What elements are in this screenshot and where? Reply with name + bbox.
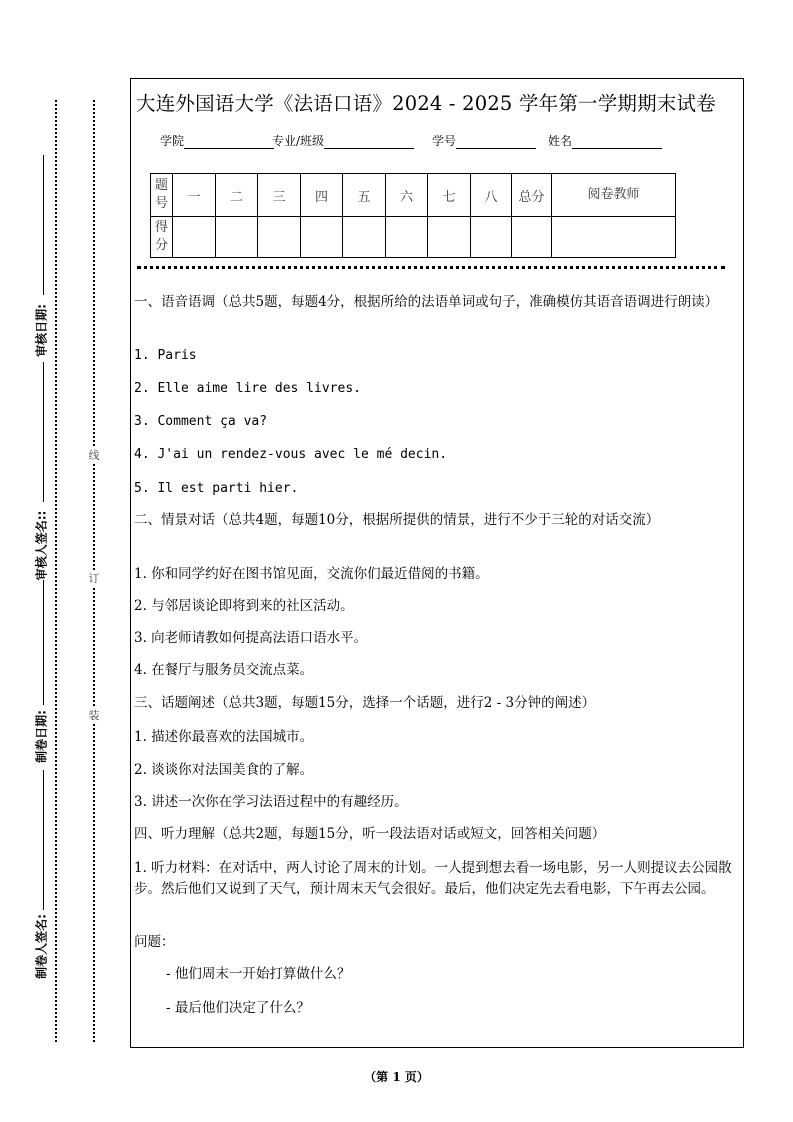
major-field [272,132,414,149]
col-2: 二 [216,174,258,217]
row-header-question: 题号 [151,174,173,217]
section-1-item-1: 1. Paris [134,348,197,363]
section-3-heading: 三、话题阐述（总共3题，每题15分，选择一个话题，进行2 - 3分钟的阐述） [134,695,596,711]
section-2-item-4: 4. 在餐厅与服务员交流点菜。 [134,662,314,678]
score-cell[interactable] [428,217,471,258]
binding-mark-ding: 订 [86,570,102,586]
questions-label: 问题： [134,934,175,950]
score-row [151,217,676,258]
separator-dotted [137,266,725,269]
major-label: 专业/班级 [272,134,325,148]
score-cell[interactable] [471,217,512,258]
col-grader: 阅卷教师 [552,174,676,217]
section-4-heading: 四、听力理解（总共2题，每题15分，听一段法语对话或短文，回答相关问题） [134,826,606,842]
student-id-field [432,132,536,149]
binding-dotted-line-outer [55,100,57,1042]
col-6: 六 [386,174,428,217]
college-blank[interactable] [184,134,274,149]
score-cell[interactable] [258,217,301,258]
student-id-label: 学号 [432,134,457,148]
score-cell[interactable] [512,217,552,258]
section-2-item-3: 3. 向老师请教如何提高法语口语水平。 [134,630,368,646]
review-date-label: 审核日期: [34,304,49,357]
col-3: 三 [258,174,301,217]
section-2-item-1: 1. 你和同学约好在图书馆见面，交流你们最近借阅的书籍。 [134,566,489,582]
score-table [150,173,676,258]
section-3-item-3: 3. 讲述一次你在学习法语过程中的有趣经历。 [134,794,408,810]
page-number: （第 1 页） [364,1070,429,1084]
section-1-item-5: 5. Il est parti hier. [134,481,299,496]
binding-mark-line: 线 [86,447,102,463]
major-blank[interactable] [324,134,414,149]
exam-title: 大连外国语大学《法语口语》2024 - 2025 学年第一学期期末试卷 [136,92,716,115]
col-5: 五 [343,174,386,217]
section-2-heading: 二、情景对话（总共4题，每题10分，根据所提供的情景，进行不少于三轮的对话交流） [134,512,660,528]
listening-material: 1. 听力材料：在对话中，两人讨论了周末的计划。一人提到想去看一场电影，另一人则提议去公园散步。然后他们又说到了天气，预计周末天气会很好。最后，他们决定先去看电影，下午再去公园。 [134,860,732,897]
review-date-line [43,155,44,295]
col-total: 总分 [512,174,552,217]
question-1: - 他们周末一开始打算做什么？ [166,966,351,982]
college-label: 学院 [160,134,185,148]
row-header-score: 得分 [151,217,173,258]
section-1-item-3: 3. Comment ça va? [134,414,268,429]
question-number-row [151,174,676,217]
section-3-item-1: 1. 描述你最喜欢的法国城市。 [134,729,314,745]
make-date-line [43,580,44,705]
name-blank[interactable] [572,134,662,149]
binding-mark-zhuang: 装 [86,707,102,723]
reviewer-sign-label: 审核人签名:: [34,510,49,581]
section-1-item-2: 2. Elle aime lire des livres. [134,381,361,396]
section-1-item-4: 4. J'ai un rendez-vous avec le mé decin. [134,447,448,462]
maker-sign-label: 制卷人签名: [34,914,49,979]
col-7: 七 [428,174,471,217]
question-2: - 最后他们决定了什么？ [166,1000,310,1016]
college-field [160,132,274,149]
section-2-item-2: 2. 与邻居谈论即将到来的社区活动。 [134,598,354,614]
name-field [548,132,662,149]
col-1: 一 [173,174,216,217]
col-4: 四 [301,174,343,217]
make-date-label: 制卷日期: [34,710,49,763]
score-cell[interactable] [386,217,428,258]
reviewer-sign-line [43,362,44,502]
section-3-item-2: 2. 谈谈你对法国美食的了解。 [134,762,314,778]
name-label: 姓名 [548,134,573,148]
score-cell[interactable] [216,217,258,258]
score-cell[interactable] [343,217,386,258]
score-cell[interactable] [552,217,676,258]
col-8: 八 [471,174,512,217]
maker-sign-line [43,770,44,910]
student-id-blank[interactable] [456,134,536,149]
score-cell[interactable] [173,217,216,258]
section-1-heading: 一、语音语调（总共5题，每题4分，根据所给的法语单词或句子，准确模仿其语音语调进行朗读） [134,294,719,310]
score-cell[interactable] [301,217,343,258]
